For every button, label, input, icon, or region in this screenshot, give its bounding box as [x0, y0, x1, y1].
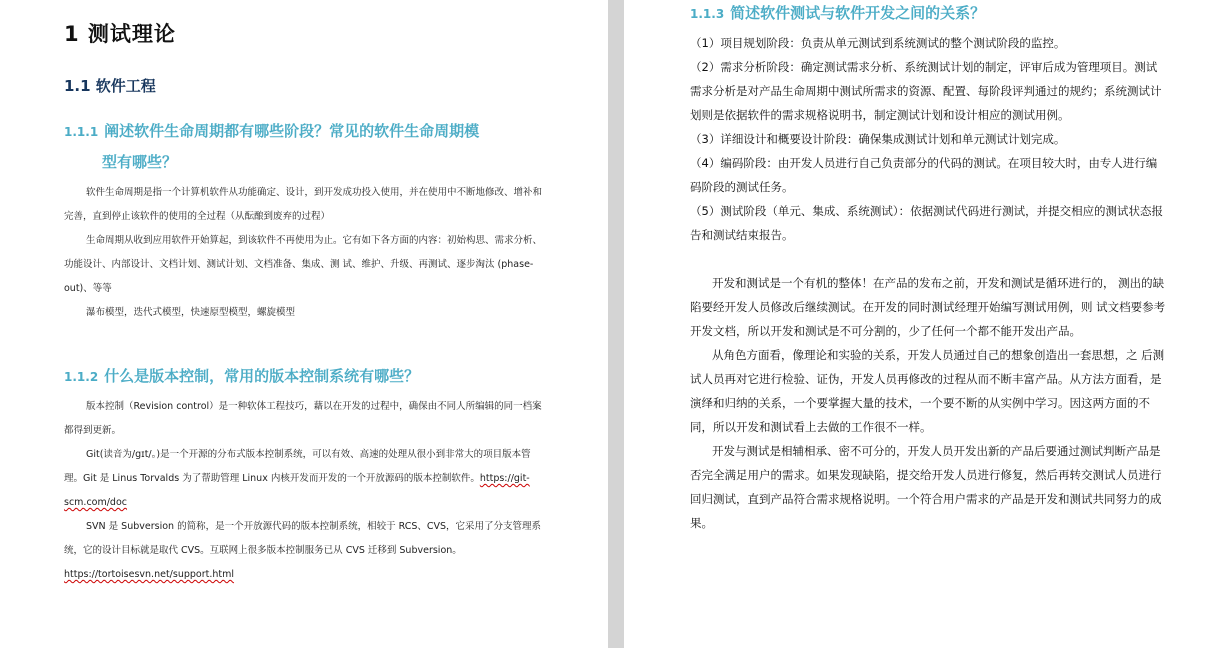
question-number: 1.1.1 — [64, 125, 99, 139]
question-heading-2 — [64, 361, 554, 392]
question-number: 1.1.2 — [64, 370, 99, 384]
paragraph — [64, 443, 544, 515]
git-url-link[interactable]: https://git-scm.com/doc — [64, 473, 530, 508]
question-title: 阐述软件生命周期都有哪些阶段？常见的软件生命周期模 — [104, 122, 480, 140]
question-heading-1 — [64, 116, 554, 177]
svn-url-link[interactable]: https://tortoisesvn.net/support.html — [64, 569, 235, 580]
paragraph: 开发和测试是一个有机的整体！在产品的发布之前，开发和测试是循环进行的， 测出的缺陷要经开发人员修改后继续测试。在开发的同时测试经理开始编写测试用例，则 试文档要参考开发文档，所以开发和测试是不可分割的，少了任何一个都不能开发出产品。 — [690, 276, 1166, 338]
chapter-heading: 1 测试理论 — [64, 22, 176, 46]
paragraph: 软件生命周期是指一个计算机软件从功能确定、设计，到开发成功投入使用，并在使用中不断地修改、增补和完善，直到停止该软件的使用的全过程（从酝酿到废弃的过程） — [64, 187, 543, 222]
paragraph: 生命周期从收到应用软件开始算起，到该软件不再使用为止。它有如下各方面的内容：初始构思、需求分析、功能设计、内部设计、文档计划、测试计划、文档准备、集成、测 试、维护、升级、再测试、逐步淘汰 (phase-out)、等等 — [64, 235, 543, 294]
stages-list — [690, 31, 1168, 247]
question-title-continued: 型有哪些？ — [102, 153, 178, 171]
stage-item: （1）项目规划阶段：负责从单元测试到系统测试的整个测试阶段的监控。 — [690, 36, 1066, 50]
paragraph: 开发与测试是相辅相承、密不可分的，开发人员开发出新的产品后要通过测试判断产品是否完全满足用户的需求。如果发现缺陷，提交给开发人员进行修复，然后再转交测试人员进行回归测试，直到产品符合需求规格说明。一个符合用户需求的产品是开发和测试共同努力的成果。 — [690, 444, 1162, 530]
stage-item: （4）编码阶段：由开发人员进行自己负责部分的代码的测试。在项目较大时，由专人进行编码阶段的测试任务。 — [690, 156, 1158, 194]
question-title: 什么是版本控制，常用的版本控制系统有哪些？ — [104, 367, 420, 385]
stage-item: （3）详细设计和概要设计阶段：确保集成测试计划和单元测试计划完成。 — [690, 132, 1066, 146]
stage-item: （2）需求分析阶段：确定测试需求分析、系统测试计划的制定，评审后成为管理项目。测试需求分析是对产品生命周期中测试所需求的资源、配置、每阶段评判通过的规约；系统测试计划则是依据软件的需求规格说明书，制定测试计划和设计相应的测试用例。 — [690, 60, 1162, 122]
paragraph: SVN 是 Subversion 的简称，是一个开放源代码的版本控制系统，相较于 RCS、CVS，它采用了分支管理系统，它的设计目标就是取代 CVS。互联网上很多版本控制服务已从 CVS 迁移到 Subversion。 — [64, 521, 542, 556]
question-heading-3 — [690, 0, 1190, 29]
git-text: Git(读音为/gɪt/。)是一个开源的分布式版本控制系统，可以有效、高速的处理从很小到非常大的项目版本管理。Git 是 Linus Torvalds 为了帮助管理 Linux 内核开发而开发的一个开放源码的版本控制软件。 — [64, 449, 531, 484]
paragraph — [64, 563, 544, 587]
paragraph: 从角色方面看，像理论和实验的关系，开发人员通过自己的想象创造出一套思想，之 后测试人员再对它进行检验、证伪，开发人员再修改的过程从而不断丰富产品。从方法方面看，是演绎和归纳的关系，一个要掌握大量的技术，一个要不断的从实例中学习。因这两方面的不同，所以开发和测试看上去做的工作很不一样。 — [690, 348, 1165, 434]
question-number: 1.1.3 — [690, 7, 725, 21]
section-heading: 1.1 软件工程 — [64, 77, 156, 95]
q2-body — [64, 395, 544, 587]
document-page-right — [624, 0, 1231, 648]
paragraph: 瀑布模型，迭代式模型，快速原型模型，螺旋模型 — [86, 307, 296, 318]
relationship-body — [690, 271, 1168, 535]
q1-body — [64, 181, 544, 325]
document-page-left — [0, 0, 608, 648]
question-title: 简述软件测试与软件开发之间的关系？ — [730, 4, 986, 22]
paragraph: 版本控制（Revision control）是一种软体工程技巧，藉以在开发的过程中，确保由不同人所编辑的同一档案都得到更新。 — [64, 401, 542, 436]
stage-item: （5）测试阶段（单元、集成、系统测试）：依据测试代码进行测试，并提交相应的测试状态报告和测试结束报告。 — [690, 204, 1164, 242]
page-gap — [608, 0, 624, 648]
